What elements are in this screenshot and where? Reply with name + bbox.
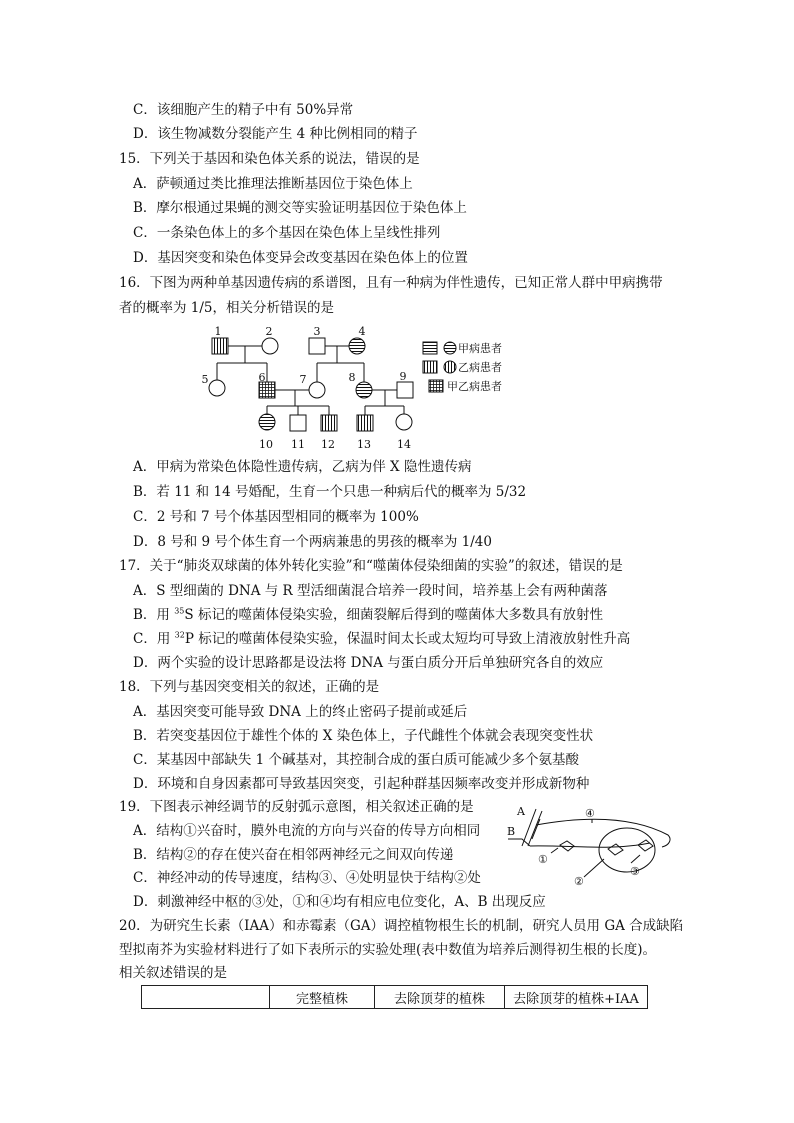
pedigree-number: 5 xyxy=(201,373,209,386)
option-label: C． xyxy=(133,509,157,525)
q16-option-c xyxy=(133,507,419,527)
label-structure-2: ② xyxy=(574,875,584,887)
q15-option-c xyxy=(133,223,440,243)
option-text: S 型细菌的 DNA 与 R 型活细菌混合培养一段时间，培养基上会有两种菌落 xyxy=(156,583,608,599)
legend-label-yi: 乙病患者 xyxy=(458,361,502,374)
q17-option-c xyxy=(133,629,630,649)
option-text-prefix: 用 xyxy=(156,607,175,623)
q20-stem-line3: 相关叙述错误的是 xyxy=(119,965,227,981)
option-label: C． xyxy=(133,631,157,647)
q16-option-d xyxy=(133,532,492,552)
q15-option-a xyxy=(133,174,413,194)
table-header-cell: 去除顶芽的植株 xyxy=(375,986,505,1009)
q18-stem: 18．下列与基因突变相关的叙述，正确的是 xyxy=(119,679,380,695)
pedigree-individual-6 xyxy=(259,382,275,398)
q16-option-a xyxy=(133,457,471,477)
pedigree-individual-5 xyxy=(209,380,225,396)
pedigree-individual-4 xyxy=(349,338,365,354)
q15-option-b xyxy=(133,198,467,218)
option-text-prefix: 用 xyxy=(156,631,175,647)
label-structure-3: ③ xyxy=(630,865,640,878)
option-text: 某基因中部缺失 1 个碱基对，其控制合成的蛋白质可能减少多个氨基酸 xyxy=(156,752,580,768)
option-text: 该细胞产生的精子中有 50%异常 xyxy=(156,102,354,118)
pedigree-individual-12 xyxy=(321,415,337,431)
option-label: B． xyxy=(133,200,157,216)
option-text: 刺激神经中枢的③处，①和④均有相应电位变化，A、B 出现反应 xyxy=(157,894,546,910)
option-text: 若突变基因位于雄性个体的 X 染色体上，子代雌性个体就会表现突变性状 xyxy=(156,728,594,744)
legend-label-jia: 甲病患者 xyxy=(458,342,502,355)
pointer-line xyxy=(584,859,604,877)
option-label: A． xyxy=(133,583,157,599)
pedigree-number: 1 xyxy=(214,325,222,338)
pedigree-number: 8 xyxy=(348,371,356,384)
q19-option-a xyxy=(133,821,480,841)
legend-circle-yi xyxy=(444,361,456,373)
q19-option-d xyxy=(133,892,546,912)
option-text: 环境和自身因素都可导致基因突变，引起种群基因频率改变并形成新物种 xyxy=(157,776,590,792)
option-label: A． xyxy=(133,176,157,192)
q16-stem-line1: 16．下图为两种单基因遗传病的系谱图，且有一种病为伴性遗传，已知正常人群中甲病携带 xyxy=(119,275,663,291)
pedigree-number: 7 xyxy=(299,373,307,386)
q18-option-d xyxy=(133,774,589,794)
option-text: 基因突变和染色体变异会改变基因在染色体上的位置 xyxy=(157,250,468,266)
option-label: B． xyxy=(133,728,157,744)
q19-stem: 19．下图表示神经调节的反射弧示意图，相关叙述正确的是 xyxy=(119,799,474,815)
option-text: 基因突变可能导致 DNA 上的终止密码子提前或延后 xyxy=(156,704,468,720)
receptor-structure xyxy=(522,809,542,846)
isotope-mass-number: 32 xyxy=(174,630,185,640)
pedigree-number: 10 xyxy=(259,438,273,451)
pedigree-individual-8 xyxy=(356,382,372,398)
pedigree-individual-7 xyxy=(309,382,325,398)
pointer-line xyxy=(631,855,640,863)
q18-option-a xyxy=(133,702,467,722)
q16-option-b xyxy=(133,482,526,502)
isotope-mass-number: 35 xyxy=(174,606,185,616)
pedigree-individual-14 xyxy=(396,414,412,430)
q19-option-c xyxy=(133,868,481,888)
label-structure-1: ① xyxy=(538,853,548,866)
pedigree-number: 12 xyxy=(321,438,335,451)
option-label: D． xyxy=(133,655,158,671)
option-text: 2 号和 7 号个体基因型相同的概率为 100% xyxy=(156,509,419,525)
pedigree-individual-10 xyxy=(259,414,275,430)
q20-stem-line2: 型拟南芥为实验材料进行了如下表所示的实验处理(表中数值为培养后测得初生根的长度)。 xyxy=(119,942,657,958)
q19-option-b xyxy=(133,845,453,865)
option-text: 一条染色体上的多个基因在染色体上呈线性排列 xyxy=(156,225,441,241)
table-header-cell xyxy=(142,986,270,1009)
q16-stem-line2: 者的概率为 1/5，相关分析错误的是 xyxy=(119,300,335,316)
option-label: D． xyxy=(133,250,158,266)
q15-stem: 15．下列关于基因和染色体关系的说法，错误的是 xyxy=(119,151,420,167)
legend-box-both xyxy=(429,380,443,392)
option-label: D． xyxy=(133,894,158,910)
pedigree-chart xyxy=(195,323,525,453)
q20-stem-line1: 20．为研究生长素（IAA）和赤霉素（GA）调控植物根生长的机制，研究人员用 GA 合成缺陷 xyxy=(119,918,684,934)
pedigree-individual-3 xyxy=(309,338,325,354)
pedigree-individual-9 xyxy=(397,382,413,398)
pedigree-number: 13 xyxy=(357,438,371,451)
pedigree-number: 9 xyxy=(399,370,407,383)
pointer-line xyxy=(551,848,558,853)
pedigree-individual-11 xyxy=(290,415,306,431)
option-label: A． xyxy=(133,704,157,720)
option-label: B． xyxy=(133,607,157,623)
option-label: A． xyxy=(133,823,157,839)
option-text: 8 号和 9 号个体生育一个两病兼患的男孩的概率为 1/40 xyxy=(157,534,492,550)
pedigree-individual-13 xyxy=(357,415,373,431)
q17-option-d xyxy=(133,653,603,673)
option-text: 甲病为常染色体隐性遗传病，乙病为伴 X 隐性遗传病 xyxy=(156,459,472,475)
pedigree-number: 6 xyxy=(258,371,266,384)
afferent-fiber xyxy=(530,843,650,847)
neuron-cell-body xyxy=(608,844,623,855)
effector-line xyxy=(508,839,530,846)
option-text: 神经冲动的传导速度，结构③、④处明显快于结构②处 xyxy=(156,870,481,886)
legend-box-jia xyxy=(423,342,437,354)
option-label: C． xyxy=(133,225,157,241)
table-header-cell: 去除顶芽的植株+IAA xyxy=(505,986,648,1009)
q14-option-c xyxy=(133,100,353,120)
legend-circle-jia xyxy=(444,342,456,354)
q20-data-table xyxy=(141,985,648,1009)
legend-label-both: 甲乙病患者 xyxy=(447,380,502,393)
pedigree-number: 3 xyxy=(313,325,321,338)
option-text: 该生物减数分裂能产生 4 种比例相同的精子 xyxy=(157,126,418,142)
option-label: A． xyxy=(133,459,157,475)
pedigree-individual-1 xyxy=(212,338,228,354)
legend-box-yi xyxy=(423,361,437,373)
q17-option-b xyxy=(133,605,603,625)
pedigree-number: 2 xyxy=(265,325,273,338)
option-label: B． xyxy=(133,484,157,500)
reflex-arc-diagram xyxy=(500,805,680,887)
option-text: 萨顿通过类比推理法推断基因位于染色体上 xyxy=(156,176,413,192)
q14-option-d xyxy=(133,124,418,144)
pedigree-number: 14 xyxy=(397,438,411,451)
option-text: 结构②的存在使兴奋在相邻两神经元之间双向传递 xyxy=(156,847,454,863)
table-header-row xyxy=(142,986,648,1009)
option-label: D． xyxy=(133,534,158,550)
pedigree-number: 11 xyxy=(291,438,305,451)
option-text: P 标记的噬菌体侵染实验，保温时间太长或太短均可导致上清液放射性升高 xyxy=(184,631,631,647)
q17-stem: 17．关于“肺炎双球菌的体外转化实验”和“噬菌体侵染细菌的实验”的叙述，错误的是 xyxy=(119,558,623,574)
option-text: S 标记的噬菌体侵染实验，细菌裂解后得到的噬菌体大多数具有放射性 xyxy=(184,607,603,623)
q17-option-a xyxy=(133,581,608,601)
option-text: 若 11 和 14 号婚配，生育一个只患一种病后代的概率为 5/32 xyxy=(156,484,527,500)
option-text: 两个实验的设计思路都是设法将 DNA 与蛋白质分开后单独研究各自的效应 xyxy=(157,655,604,671)
option-label: C． xyxy=(133,870,157,886)
label-a: A xyxy=(517,805,525,818)
option-label: B． xyxy=(133,847,157,863)
q15-option-d xyxy=(133,248,468,268)
option-label: D． xyxy=(133,776,158,792)
pedigree-number: 4 xyxy=(358,325,366,338)
option-label: C． xyxy=(133,102,157,118)
pedigree-individual-2 xyxy=(262,338,278,354)
option-text: 摩尔根通过果蝇的测交等实验证明基因位于染色体上 xyxy=(156,200,467,216)
table-header-cell: 完整植株 xyxy=(270,986,375,1009)
label-structure-4: ④ xyxy=(585,807,595,820)
option-text: 结构①兴奋时，膜外电流的方向与兴奋的传导方向相同 xyxy=(156,823,481,839)
option-label: C． xyxy=(133,752,157,768)
option-label: D． xyxy=(133,126,158,142)
q18-option-c xyxy=(133,750,579,770)
neuron-cell-body xyxy=(638,840,653,851)
label-b: B xyxy=(507,825,516,838)
q18-option-b xyxy=(133,726,593,746)
